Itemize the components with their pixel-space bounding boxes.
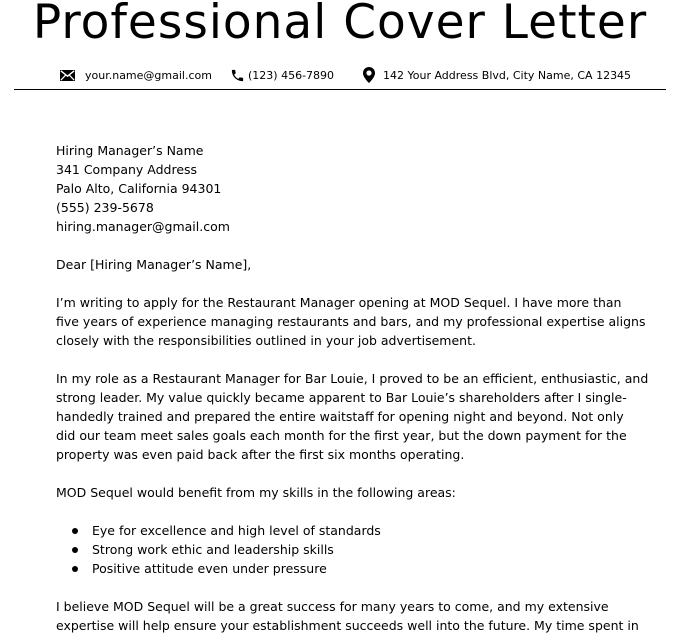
contact-address (363, 66, 631, 84)
recipient-email[interactable]: hiring.manager@gmail.com (56, 219, 230, 234)
recipient-name: Hiring Manager’s Name (56, 143, 204, 158)
contact-address-text: 142 Your Address Blvd, City Name, CA 12345 (383, 68, 632, 82)
phone-icon (230, 68, 245, 83)
paragraph-intro: I’m writing to apply for the Restaurant Manager opening at MOD Sequel. I have more than five years of experience managing restaurants and bars, and my professional expertise aligns closely with the responsibilities outlined in your job advertisement. (56, 295, 646, 348)
page-title: Professional Cover Letter (32, 0, 648, 50)
recipient-phone: (555) 239-5678 (56, 200, 154, 215)
list-item: Strong work ethic and leadership skills (56, 540, 636, 559)
contact-email-text[interactable]: your.name@gmail.com (85, 68, 212, 82)
letter-body (56, 141, 649, 635)
recipient-address (56, 141, 636, 236)
paragraph-closing: I believe MOD Sequel will be a great success for many years to come, and my extensive expertise will help ensure your establishment succeeds well into the future. My time spent in (56, 599, 639, 633)
envelope-icon (60, 70, 75, 81)
skills-list (56, 521, 636, 578)
location-pin-icon (363, 67, 375, 83)
salutation: Dear [Hiring Manager’s Name], (56, 257, 252, 272)
bullet-icon (72, 528, 78, 534)
bullet-icon (72, 547, 78, 553)
contact-phone-text[interactable]: (123) 456-7890 (248, 68, 335, 82)
recipient-city: Palo Alto, California 94301 (56, 181, 222, 196)
bullet-icon (72, 566, 78, 572)
contact-phone (230, 66, 334, 84)
paragraph-experience: In my role as a Restaurant Manager for Bar Louie, I proved to be an efficient, enthusiastic, and strong leader. My value quickly became apparent to Bar Louie’s shareholders after I single- handedly trained and prepared the entire waitstaff for opening night and beyond. Not only did our team meet sales goals each month for the first year, but the down payment for the property was even paid back after the first six months operating. (56, 371, 649, 462)
header-divider (14, 89, 666, 90)
list-item: Eye for excellence and high level of standards (56, 521, 636, 540)
recipient-street: 341 Company Address (56, 162, 198, 177)
paragraph-skills-intro: MOD Sequel would benefit from my skills in the following areas: (56, 485, 456, 500)
contact-bar (0, 66, 680, 84)
contact-email (60, 66, 212, 84)
list-item: Positive attitude even under pressure (56, 559, 636, 578)
